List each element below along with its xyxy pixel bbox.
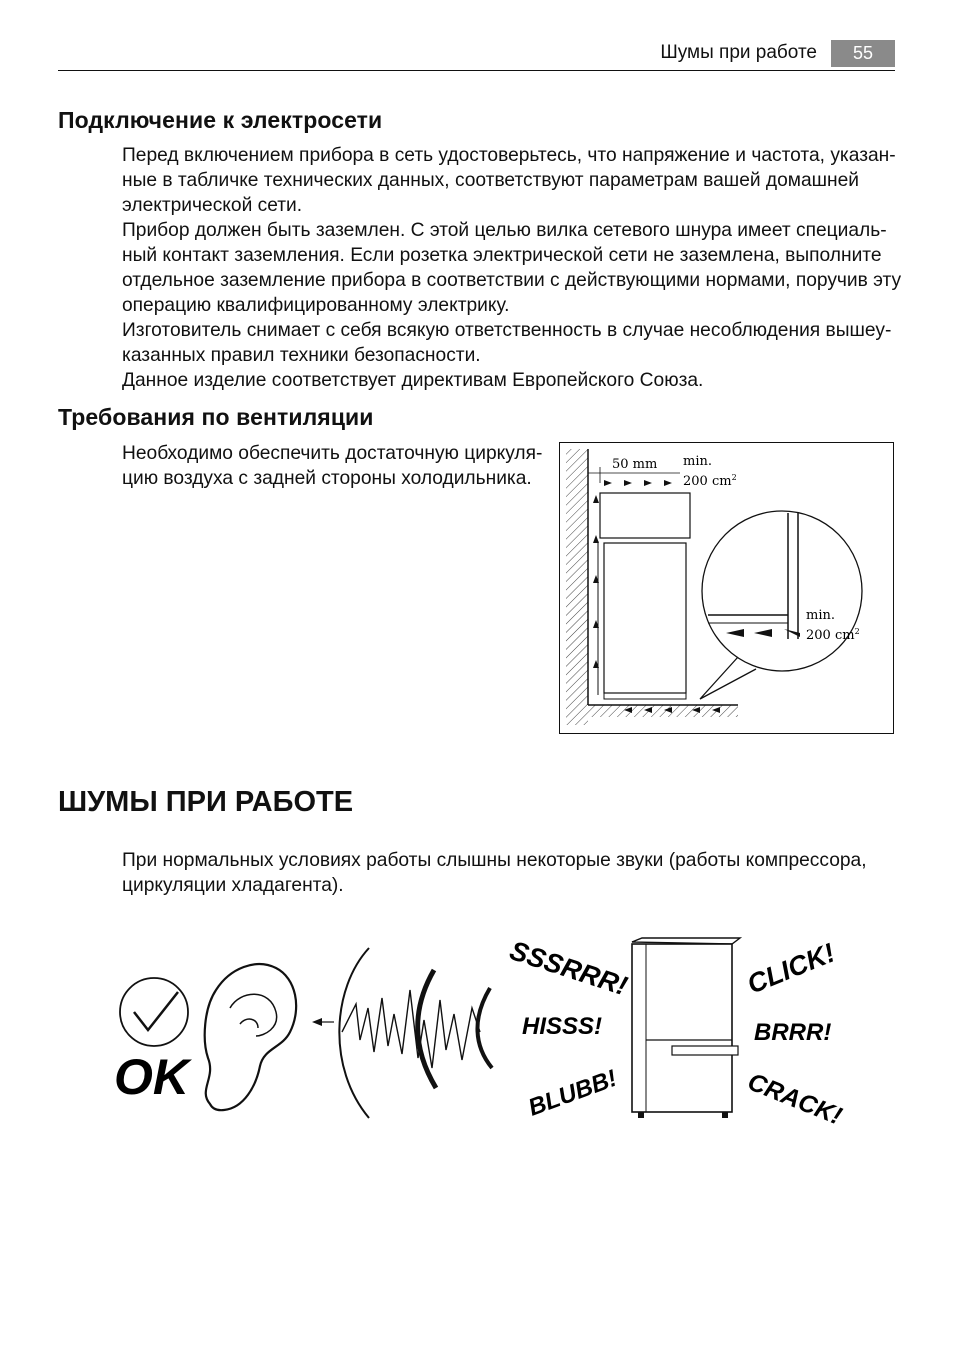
ear-icon <box>205 964 296 1110</box>
checkmark-icon <box>134 992 178 1030</box>
sound-hisss: HISSS! <box>522 1013 603 1040</box>
check-circle-icon <box>120 978 188 1046</box>
heading-ventilation: Требования по вентиляции <box>58 404 374 430</box>
header-section-title: Шумы при работе <box>660 42 817 63</box>
electrical-paragraph: Перед включением прибора в сеть удостоверьтесь, что напряжение и частота, указан-ные в табличке технических данных, соответствуют параметрам вашей домашней электрической сети. <box>122 145 896 216</box>
sound-blubb: BLUBB! <box>524 1064 621 1122</box>
top-min-label: min. <box>683 454 712 469</box>
detail-magnifier <box>702 511 862 671</box>
sound-sssrrr: SSSRRR! <box>506 935 631 1002</box>
header-divider <box>58 70 895 71</box>
ventilation-diagram-drawing <box>560 443 893 733</box>
sound-wave-icon <box>477 988 492 1068</box>
noise-text: При нормальных условиях работы слышны некоторые звуки (работы компрессора, циркуляции хладагента). <box>122 850 867 896</box>
noise-illustration <box>112 928 862 1143</box>
ventilation-text: Необходимо обеспечить достаточную циркуля-цию воздуха с задней стороны холодильника. <box>122 443 543 489</box>
bottom-area-label: 200 $cm^2$ <box>806 627 860 643</box>
noise-illustration-drawing <box>112 928 862 1138</box>
ventilation-diagram <box>559 442 894 734</box>
ok-label: OK <box>114 1049 189 1105</box>
gap-label: 50 mm <box>612 457 658 472</box>
electrical-paragraph: Данное изделие соответствует директивам Европейского Союза. <box>122 370 704 391</box>
heading-electrical: Подключение к электросети <box>58 107 383 133</box>
wall-hatch <box>566 449 588 725</box>
sound-wave-icon <box>342 990 480 1068</box>
electrical-paragraph: Изготовитель снимает с себя всякую ответственность в случае несоблюдения вышеу-казанных правил техники безопасности. <box>122 320 892 366</box>
sound-brrr: BRRR! <box>754 1019 832 1046</box>
electrical-paragraph: Прибор должен быть заземлен. С этой целью вилка сетевого шнура имеет специаль-ный контакт заземления. Если розетка электрической сети не заземлена, выполните отдельное заземление прибора в соответствии с действующими нормами, поручив эту операцию квалифицированному электрику. <box>122 220 902 316</box>
top-area-label: 200 $cm^2$ <box>683 473 737 489</box>
heading-noise: ШУМЫ ПРИ РАБОТЕ <box>58 786 354 818</box>
sound-click: CLICK! <box>743 937 840 1000</box>
sound-wave-icon <box>418 970 436 1088</box>
sound-crack: CRACK! <box>743 1067 846 1131</box>
bottom-min-label: min. <box>806 608 835 623</box>
fridge-icon <box>632 938 740 1118</box>
electrical-text <box>122 143 902 393</box>
sound-wave-icon <box>339 948 369 1118</box>
page-number: 55 <box>831 40 895 67</box>
